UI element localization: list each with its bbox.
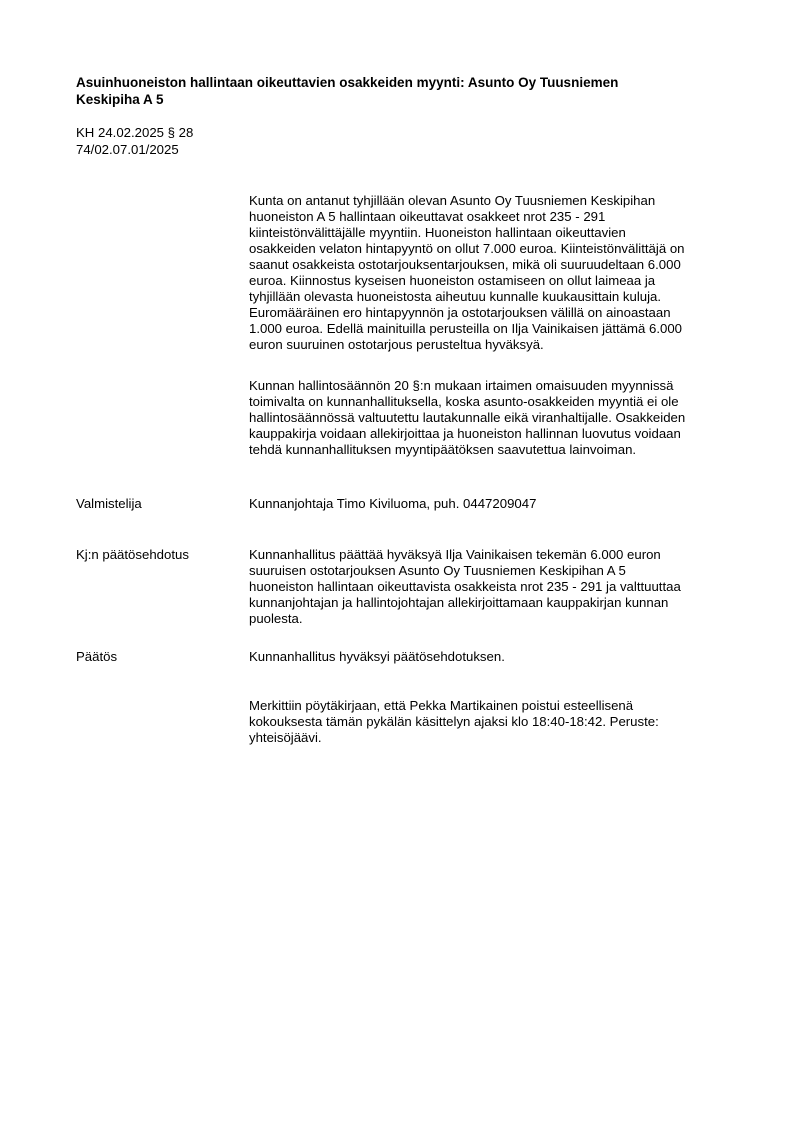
decision-value: Kunnanhallitus hyväksyi päätösehdotuksen.: [249, 649, 505, 664]
intro-paragraph-2: Kunnan hallintosäännön 20 §:n mukaan irtaimen omaisuuden myynnissä toimivalta on kunnanhallituksella, koska asunto-osakkeiden myyntiä ei ole hallintosäännössä valtuutettu lautakunnalle eikä viranhaltijalle. Osakkeiden kauppakirja voidaan allekirjoittaa ja huoneiston hallinnan luovutus voidaan tehdä kunnanhallituksen myyntipäätöksen saavutettua lainvoiman.: [249, 378, 686, 457]
meeting-reference: KH 24.02.2025 § 28: [76, 125, 194, 140]
minutes-note: Merkittiin pöytäkirjaan, että Pekka Martikainen poistui esteellisenä kokouksesta tämän pykälän käsittelyn ajaksi klo 18:40-18:42. Peruste: yhteisöjäävi.: [249, 698, 659, 745]
preparer-value: Kunnanjohtaja Timo Kiviluoma, puh. 0447209047: [249, 496, 537, 511]
document-title: Asuinhuoneiston hallintaan oikeuttavien osakkeiden myynti: Asunto Oy Tuusniemen Keskipiha A 5: [76, 75, 619, 107]
record-number: 74/02.07.01/2025: [76, 142, 179, 157]
proposal-value: Kunnanhallitus päättää hyväksyä Ilja Vainikaisen tekemän 6.000 euron suuruisen ostotarjouksen Asunto Oy Tuusniemen Keskipihan A 5 huoneiston hallintaan oikeuttavista osakkeista nrot 235 - 291 ja valttuuttaa kunnanjohtajan ja hallintojohtajan allekirjoittamaan kauppakirjan kunnan puolesta.: [249, 547, 681, 626]
proposal-label: Kj:n päätösehdotus: [76, 547, 189, 562]
preparer-label: Valmistelija: [76, 496, 142, 511]
decision-label: Päätös: [76, 649, 118, 664]
intro-paragraph-1: Kunta on antanut tyhjillään olevan Asunto Oy Tuusniemen Keskipihan huoneiston A 5 hallintaan oikeuttavat osakkeet nrot 235 - 291 kiinteistönvälittäjälle myyntiin. Huoneiston hallintaan oikeuttavien osakkeiden velaton hintapyyntö on ollut 7.000 euroa. Kiinteistönvälittäjä on saanut osakkeista ostotarjouksentarjouksen, mikä oli suuruudeltaan 6.000 euroa. Kiinnostus kyseisen huoneiston ostamiseen on ollut laimeaa ja tyhjillään olevasta huoneistosta aiheutuu kunnalle kuukausittain kuluja. Euromääräinen ero hintapyynnön ja ostotarjouksen välillä on ainoastaan 1.000 euroa. Edellä mainituilla perusteilla on Ilja Vainikaisen jättämä 6.000 euron suuruinen ostotarjous perusteltua hyväksyä.: [249, 193, 685, 352]
